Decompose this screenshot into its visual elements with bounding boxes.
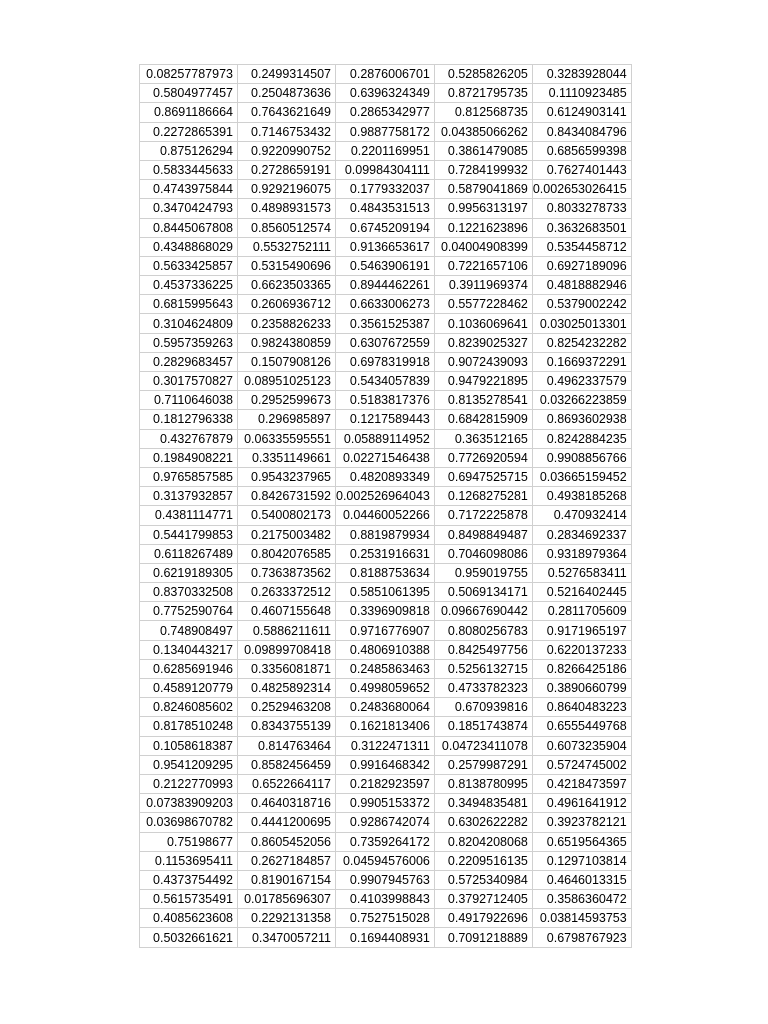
table-cell[interactable]: 0.8246085602 — [140, 698, 238, 717]
table-row — [140, 736, 632, 755]
table-cell[interactable]: 0.3792712405 — [434, 890, 532, 909]
table-row — [140, 352, 632, 371]
table-cell[interactable]: 0.2728659191 — [238, 160, 336, 179]
table-cell[interactable]: 0.5183817376 — [336, 391, 435, 410]
table-cell[interactable]: 0.1812796338 — [140, 410, 238, 429]
table-cell[interactable]: 0.3561525387 — [336, 314, 435, 333]
table-cell[interactable]: 0.3396909818 — [336, 602, 435, 621]
table-cell[interactable]: 0.3470057211 — [238, 928, 336, 947]
table-cell[interactable]: 0.2531916631 — [336, 544, 435, 563]
table-row — [140, 583, 632, 602]
table-cell[interactable]: 0.2811705609 — [532, 602, 631, 621]
table-cell[interactable]: 0.9292196075 — [238, 180, 336, 199]
table-cell[interactable]: 0.2485863463 — [336, 659, 435, 678]
table-cell[interactable]: 0.3122471311 — [336, 736, 435, 755]
table-cell[interactable]: 0.2834692337 — [532, 525, 631, 544]
table-cell[interactable]: 0.5354458712 — [532, 237, 631, 256]
table-cell[interactable]: 0.2175003482 — [238, 525, 336, 544]
table-row — [140, 314, 632, 333]
table-row — [140, 295, 632, 314]
table-cell[interactable]: 0.7527515028 — [336, 909, 435, 928]
table-cell[interactable]: 0.6220137233 — [532, 640, 631, 659]
table-cell[interactable]: 0.2579987291 — [434, 755, 532, 774]
table-cell[interactable]: 0.2499314507 — [238, 65, 336, 84]
table-cell[interactable]: 0.002526964043 — [336, 487, 435, 506]
table-cell[interactable]: 0.8426731592 — [238, 487, 336, 506]
table-row — [140, 122, 632, 141]
table-cell[interactable]: 0.2529463208 — [238, 698, 336, 717]
table-cell[interactable]: 0.4825892314 — [238, 679, 336, 698]
table-cell[interactable]: 0.04723411078 — [434, 736, 532, 755]
table-cell[interactable]: 0.04004908399 — [434, 237, 532, 256]
table-cell[interactable]: 0.6073235904 — [532, 736, 631, 755]
table-cell[interactable]: 0.8582456459 — [238, 755, 336, 774]
table-cell[interactable]: 0.5400802173 — [238, 506, 336, 525]
table-cell[interactable]: 0.432767879 — [140, 429, 238, 448]
table-row — [140, 774, 632, 793]
table-row — [140, 237, 632, 256]
table-cell[interactable]: 0.5851061395 — [336, 583, 435, 602]
table-cell[interactable]: 0.002653026415 — [532, 180, 631, 199]
table-cell[interactable]: 0.4820893349 — [336, 467, 435, 486]
table-cell[interactable]: 0.363512165 — [434, 429, 532, 448]
table-cell[interactable]: 0.2201169951 — [336, 141, 435, 160]
table-row — [140, 909, 632, 928]
table-cell[interactable]: 0.9907945763 — [336, 870, 435, 889]
table-cell[interactable]: 0.6555449768 — [532, 717, 631, 736]
table-cell[interactable]: 0.4938185268 — [532, 487, 631, 506]
table-cell[interactable]: 0.6396324349 — [336, 84, 435, 103]
table-cell[interactable]: 0.6118267489 — [140, 544, 238, 563]
table-cell[interactable]: 0.1217589443 — [336, 410, 435, 429]
table-cell[interactable]: 0.812568735 — [434, 103, 532, 122]
table-row — [140, 717, 632, 736]
table-cell[interactable]: 0.4607155648 — [238, 602, 336, 621]
table-cell[interactable]: 0.8434084796 — [532, 122, 631, 141]
table-cell[interactable]: 0.6124903141 — [532, 103, 631, 122]
table-row — [140, 832, 632, 851]
table-cell[interactable]: 0.2182923597 — [336, 774, 435, 793]
table-cell[interactable]: 0.7284199932 — [434, 160, 532, 179]
table-cell[interactable]: 0.6302622282 — [434, 813, 532, 832]
table-cell[interactable]: 0.670939816 — [434, 698, 532, 717]
table-cell[interactable]: 0.7359264172 — [336, 832, 435, 851]
table-cell[interactable]: 0.08951025123 — [238, 372, 336, 391]
table-row — [140, 372, 632, 391]
table-cell[interactable]: 0.5315490696 — [238, 256, 336, 275]
table-cell[interactable]: 0.5532752111 — [238, 237, 336, 256]
table-cell[interactable]: 0.3911969374 — [434, 276, 532, 295]
table-row — [140, 755, 632, 774]
table-cell[interactable]: 0.7752590764 — [140, 602, 238, 621]
table-row — [140, 487, 632, 506]
table-cell[interactable]: 0.814763464 — [238, 736, 336, 755]
table-row — [140, 506, 632, 525]
table-cell[interactable]: 0.1297103814 — [532, 851, 631, 870]
table-cell[interactable]: 0.7643621649 — [238, 103, 336, 122]
table-row — [140, 410, 632, 429]
table-cell[interactable]: 0.5879041869 — [434, 180, 532, 199]
table-cell[interactable]: 0.4743975844 — [140, 180, 238, 199]
table-cell[interactable]: 0.3632683501 — [532, 218, 631, 237]
table-cell[interactable]: 0.5463906191 — [336, 256, 435, 275]
table-cell[interactable]: 0.296985897 — [238, 410, 336, 429]
table-cell[interactable]: 0.4085623608 — [140, 909, 238, 928]
table-cell[interactable]: 0.8138780995 — [434, 774, 532, 793]
table-cell[interactable]: 0.3351149661 — [238, 448, 336, 467]
table-row — [140, 525, 632, 544]
table-cell[interactable]: 0.9716776907 — [336, 621, 435, 640]
table-cell[interactable]: 0.5577228462 — [434, 295, 532, 314]
table-cell[interactable]: 0.8691186664 — [140, 103, 238, 122]
table-cell[interactable]: 0.8178510248 — [140, 717, 238, 736]
table-row — [140, 180, 632, 199]
table-cell[interactable]: 0.07383909203 — [140, 794, 238, 813]
table-cell[interactable]: 0.9543237965 — [238, 467, 336, 486]
table-cell[interactable]: 0.8640483223 — [532, 698, 631, 717]
table-cell[interactable]: 0.9220990752 — [238, 141, 336, 160]
table-row — [140, 928, 632, 947]
table-cell[interactable]: 0.4843531513 — [336, 199, 435, 218]
table-cell[interactable]: 0.8343755139 — [238, 717, 336, 736]
table-cell[interactable]: 0.6519564365 — [532, 832, 631, 851]
table-cell[interactable]: 0.4373754492 — [140, 870, 238, 889]
table-cell[interactable]: 0.4381114771 — [140, 506, 238, 525]
table-cell[interactable]: 0.03665159452 — [532, 467, 631, 486]
table-cell[interactable]: 0.1268275281 — [434, 487, 532, 506]
table-cell[interactable]: 0.7110646038 — [140, 391, 238, 410]
table-row — [140, 640, 632, 659]
table-cell[interactable]: 0.2865342977 — [336, 103, 435, 122]
table-cell[interactable]: 0.4898931573 — [238, 199, 336, 218]
table-cell[interactable]: 0.2952599673 — [238, 391, 336, 410]
table-cell[interactable]: 0.3283928044 — [532, 65, 631, 84]
table-cell[interactable]: 0.3104624809 — [140, 314, 238, 333]
table-cell[interactable]: 0.4961641912 — [532, 794, 631, 813]
table-cell[interactable]: 0.8242884235 — [532, 429, 631, 448]
table-cell[interactable]: 0.1621813406 — [336, 717, 435, 736]
table-cell[interactable]: 0.7221657106 — [434, 256, 532, 275]
table-cell[interactable]: 0.5069134171 — [434, 583, 532, 602]
table-cell[interactable]: 0.5285826205 — [434, 65, 532, 84]
table-cell[interactable]: 0.6978319918 — [336, 352, 435, 371]
table-cell[interactable]: 0.3923782121 — [532, 813, 631, 832]
table-cell[interactable]: 0.9765857585 — [140, 467, 238, 486]
table-body — [140, 65, 632, 948]
table-row — [140, 679, 632, 698]
table-cell[interactable]: 0.2122770993 — [140, 774, 238, 793]
table-cell[interactable]: 0.4589120779 — [140, 679, 238, 698]
table-row — [140, 813, 632, 832]
table-cell[interactable]: 0.5216402445 — [532, 583, 631, 602]
table-cell[interactable]: 0.04385066262 — [434, 122, 532, 141]
table-row — [140, 698, 632, 717]
table-cell[interactable]: 0.9908856766 — [532, 448, 631, 467]
table-cell[interactable]: 0.5615735491 — [140, 890, 238, 909]
table-cell[interactable]: 0.5724745002 — [532, 755, 631, 774]
table-cell[interactable]: 0.8042076585 — [238, 544, 336, 563]
table-cell[interactable]: 0.8605452056 — [238, 832, 336, 851]
table-row — [140, 851, 632, 870]
table-cell[interactable]: 0.06335595551 — [238, 429, 336, 448]
table-cell[interactable]: 0.8445067808 — [140, 218, 238, 237]
table-cell[interactable]: 0.4537336225 — [140, 276, 238, 295]
table-cell[interactable]: 0.9956313197 — [434, 199, 532, 218]
table-cell[interactable]: 0.09899708418 — [238, 640, 336, 659]
table-cell[interactable]: 0.1779332037 — [336, 180, 435, 199]
table-cell[interactable]: 0.4103998843 — [336, 890, 435, 909]
table-row — [140, 621, 632, 640]
table-row — [140, 467, 632, 486]
table-cell[interactable]: 0.5804977457 — [140, 84, 238, 103]
table-cell[interactable]: 0.3470424793 — [140, 199, 238, 218]
table-row — [140, 256, 632, 275]
table-cell[interactable]: 0.2358826233 — [238, 314, 336, 333]
table-cell[interactable]: 0.1153695411 — [140, 851, 238, 870]
table-cell[interactable]: 0.2633372512 — [238, 583, 336, 602]
table-cell[interactable]: 0.3890660799 — [532, 679, 631, 698]
table-row — [140, 429, 632, 448]
table-cell[interactable]: 0.2209516135 — [434, 851, 532, 870]
table-cell[interactable]: 0.5886211611 — [238, 621, 336, 640]
table-cell[interactable]: 0.5957359263 — [140, 333, 238, 352]
table-cell[interactable]: 0.1340443217 — [140, 640, 238, 659]
table-cell[interactable]: 0.1984908221 — [140, 448, 238, 467]
table-cell[interactable]: 0.1110923485 — [532, 84, 631, 103]
table-cell[interactable]: 0.1058618387 — [140, 736, 238, 755]
table-cell[interactable]: 0.3861479085 — [434, 141, 532, 160]
table-cell[interactable]: 0.8944462261 — [336, 276, 435, 295]
table-cell[interactable]: 0.5633425857 — [140, 256, 238, 275]
table-cell[interactable]: 0.03266223859 — [532, 391, 631, 410]
table-row — [140, 448, 632, 467]
table-cell[interactable]: 0.01785696307 — [238, 890, 336, 909]
table-cell[interactable]: 0.5032661621 — [140, 928, 238, 947]
table-cell[interactable]: 0.7091218889 — [434, 928, 532, 947]
table-cell[interactable]: 0.3586360472 — [532, 890, 631, 909]
table-cell[interactable]: 0.1036069641 — [434, 314, 532, 333]
table-cell[interactable]: 0.7146753432 — [238, 122, 336, 141]
table-cell[interactable]: 0.9905153372 — [336, 794, 435, 813]
table-cell[interactable]: 0.9136653617 — [336, 237, 435, 256]
table-cell[interactable]: 0.8254232282 — [532, 333, 631, 352]
table-cell[interactable]: 0.4998059652 — [336, 679, 435, 698]
table-row — [140, 218, 632, 237]
table-cell[interactable]: 0.9541209295 — [140, 755, 238, 774]
table-cell[interactable]: 0.959019755 — [434, 563, 532, 582]
table-cell[interactable]: 0.9072439093 — [434, 352, 532, 371]
table-cell[interactable]: 0.2876006701 — [336, 65, 435, 84]
table-cell[interactable]: 0.2483680064 — [336, 698, 435, 717]
table-cell[interactable]: 0.8135278541 — [434, 391, 532, 410]
table-cell[interactable]: 0.03814593753 — [532, 909, 631, 928]
table-cell[interactable]: 0.4441200695 — [238, 813, 336, 832]
table-cell[interactable]: 0.5256132715 — [434, 659, 532, 678]
table-cell[interactable]: 0.3137932857 — [140, 487, 238, 506]
table-cell[interactable]: 0.6522664117 — [238, 774, 336, 793]
table-cell[interactable]: 0.8266425186 — [532, 659, 631, 678]
table-cell[interactable]: 0.09984304111 — [336, 160, 435, 179]
table-cell[interactable]: 0.8425497756 — [434, 640, 532, 659]
table-row — [140, 65, 632, 84]
table-cell[interactable]: 0.6927189096 — [532, 256, 631, 275]
table-cell[interactable]: 0.5725340984 — [434, 870, 532, 889]
table-cell[interactable]: 0.4646013315 — [532, 870, 631, 889]
table-cell[interactable]: 0.875126294 — [140, 141, 238, 160]
table-cell[interactable]: 0.5833445633 — [140, 160, 238, 179]
table-cell[interactable]: 0.9171965197 — [532, 621, 631, 640]
table-cell[interactable]: 0.2504873636 — [238, 84, 336, 103]
table-cell[interactable]: 0.7046098086 — [434, 544, 532, 563]
table-cell[interactable]: 0.8239025327 — [434, 333, 532, 352]
table-cell[interactable]: 0.6815995643 — [140, 295, 238, 314]
table-cell[interactable]: 0.3494835481 — [434, 794, 532, 813]
table-cell[interactable]: 0.03698670782 — [140, 813, 238, 832]
table-cell[interactable]: 0.4733782323 — [434, 679, 532, 698]
table-cell[interactable]: 0.748908497 — [140, 621, 238, 640]
table-cell[interactable]: 0.8080256783 — [434, 621, 532, 640]
table-cell[interactable]: 0.4640318716 — [238, 794, 336, 813]
table-row — [140, 391, 632, 410]
table-cell[interactable]: 0.9887758172 — [336, 122, 435, 141]
table-cell[interactable]: 0.8370332508 — [140, 583, 238, 602]
table-cell[interactable]: 0.7172225878 — [434, 506, 532, 525]
table-cell[interactable]: 0.8693602938 — [532, 410, 631, 429]
table-cell[interactable]: 0.8188753634 — [336, 563, 435, 582]
table-row — [140, 276, 632, 295]
table-cell[interactable]: 0.05889114952 — [336, 429, 435, 448]
table-cell[interactable]: 0.1851743874 — [434, 717, 532, 736]
table-cell[interactable]: 0.5441799853 — [140, 525, 238, 544]
table-row — [140, 659, 632, 678]
table-cell[interactable]: 0.7363873562 — [238, 563, 336, 582]
table-cell[interactable]: 0.6285691946 — [140, 659, 238, 678]
table-row — [140, 602, 632, 621]
table-cell[interactable]: 0.4917922696 — [434, 909, 532, 928]
table-cell[interactable]: 0.4962337579 — [532, 372, 631, 391]
table-cell[interactable]: 0.6842815909 — [434, 410, 532, 429]
table-cell[interactable]: 0.2627184857 — [238, 851, 336, 870]
table-cell[interactable]: 0.6633006273 — [336, 295, 435, 314]
table-cell[interactable]: 0.2292131358 — [238, 909, 336, 928]
table-row — [140, 563, 632, 582]
table-cell[interactable]: 0.75198677 — [140, 832, 238, 851]
table-cell[interactable]: 0.2272865391 — [140, 122, 238, 141]
table-cell[interactable]: 0.4218473597 — [532, 774, 631, 793]
table-cell[interactable]: 0.1694408931 — [336, 928, 435, 947]
table-cell[interactable]: 0.3356081871 — [238, 659, 336, 678]
table-row — [140, 333, 632, 352]
table-cell[interactable]: 0.7726920594 — [434, 448, 532, 467]
table-cell[interactable]: 0.5276583411 — [532, 563, 631, 582]
table-cell[interactable]: 0.9318979364 — [532, 544, 631, 563]
table-cell[interactable]: 0.6307672559 — [336, 333, 435, 352]
table-row — [140, 890, 632, 909]
table-row — [140, 103, 632, 122]
table-cell[interactable]: 0.7627401443 — [532, 160, 631, 179]
table-cell[interactable]: 0.08257787973 — [140, 65, 238, 84]
table-cell[interactable]: 0.04460052266 — [336, 506, 435, 525]
table-cell[interactable]: 0.4348868029 — [140, 237, 238, 256]
numeric-data-table — [139, 64, 632, 948]
table-cell[interactable]: 0.04594576006 — [336, 851, 435, 870]
table-row — [140, 794, 632, 813]
table-cell[interactable]: 0.8190167154 — [238, 870, 336, 889]
table-cell[interactable]: 0.6745209194 — [336, 218, 435, 237]
table-cell[interactable]: 0.9286742074 — [336, 813, 435, 832]
table-row — [140, 544, 632, 563]
table-cell[interactable]: 0.5379002242 — [532, 295, 631, 314]
table-cell[interactable]: 0.8204208068 — [434, 832, 532, 851]
table-row — [140, 84, 632, 103]
table-cell[interactable]: 0.9916468342 — [336, 755, 435, 774]
table-cell[interactable]: 0.1669372291 — [532, 352, 631, 371]
table-cell[interactable]: 0.1221623896 — [434, 218, 532, 237]
table-cell[interactable]: 0.9824380859 — [238, 333, 336, 352]
table-cell[interactable]: 0.8721795735 — [434, 84, 532, 103]
table-cell[interactable]: 0.6947525715 — [434, 467, 532, 486]
table-cell[interactable]: 0.09667690442 — [434, 602, 532, 621]
table-cell[interactable]: 0.2606936712 — [238, 295, 336, 314]
table-cell[interactable]: 0.2829683457 — [140, 352, 238, 371]
table-cell[interactable]: 0.5434057839 — [336, 372, 435, 391]
table-cell[interactable]: 0.8560512574 — [238, 218, 336, 237]
table-cell[interactable]: 0.6623503365 — [238, 276, 336, 295]
table-cell[interactable]: 0.1507908126 — [238, 352, 336, 371]
table-cell[interactable]: 0.8819879934 — [336, 525, 435, 544]
table-cell[interactable]: 0.6856599398 — [532, 141, 631, 160]
table-row — [140, 199, 632, 218]
table-row — [140, 160, 632, 179]
table-row — [140, 870, 632, 889]
table-cell[interactable]: 0.6219189305 — [140, 563, 238, 582]
table-cell[interactable]: 0.9479221895 — [434, 372, 532, 391]
table-cell[interactable]: 0.4806910388 — [336, 640, 435, 659]
table-cell[interactable]: 0.03025013301 — [532, 314, 631, 333]
table-cell[interactable]: 0.8498849487 — [434, 525, 532, 544]
table-cell[interactable]: 0.4818882946 — [532, 276, 631, 295]
table-cell[interactable]: 0.8033278733 — [532, 199, 631, 218]
table-row — [140, 141, 632, 160]
table-cell[interactable]: 0.02271546438 — [336, 448, 435, 467]
table-cell[interactable]: 0.470932414 — [532, 506, 631, 525]
table-cell[interactable]: 0.3017570827 — [140, 372, 238, 391]
table-cell[interactable]: 0.6798767923 — [532, 928, 631, 947]
